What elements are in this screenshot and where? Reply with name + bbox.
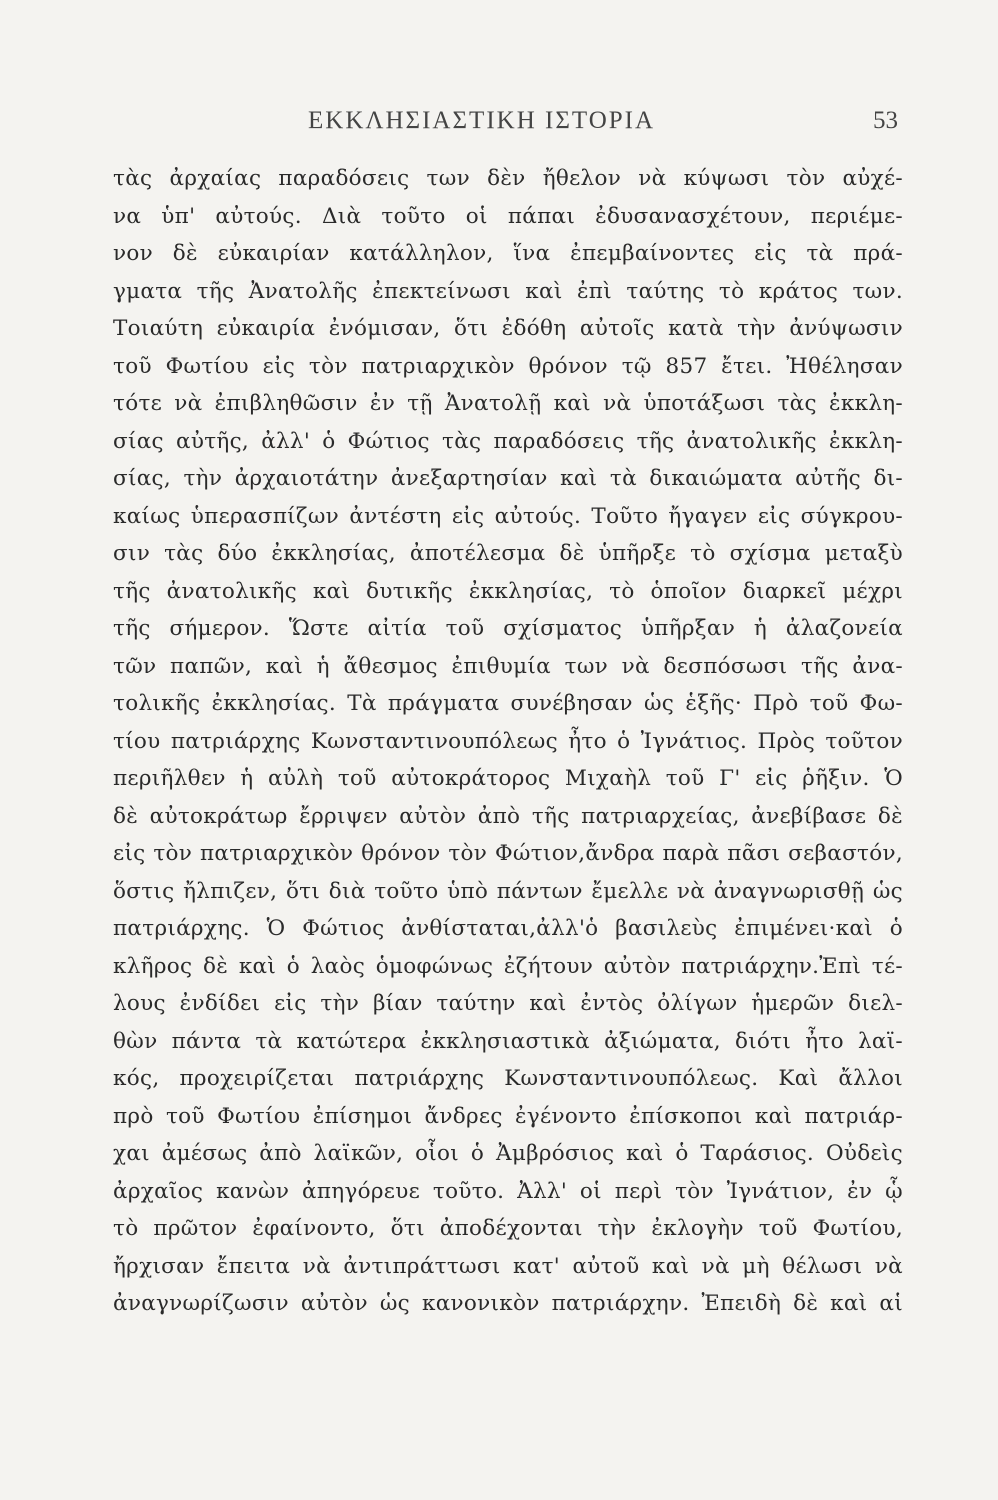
text-line: λους ἐνδίδει εἰς τὴν βίαν ταύτην καὶ ἐντὸς ὀλίγων ἡμερῶν διελ-	[113, 991, 903, 1016]
text-line: πατριάρχης. Ὁ Φώτιος ἀνθίσταται,ἀλλ'ὁ βασιλεὺς ἐπιμένει·καὶ ὁ	[113, 916, 903, 941]
text-line: δὲ αὐτοκράτωρ ἔρριψεν αὐτὸν ἀπὸ τῆς πατριαρχείας, ἀνεβίβασε δὲ	[113, 803, 903, 829]
text-line: τὰς ἀρχαίας παραδόσεις των δὲν ἤθελον νὰ κύψωσι τὸν αὐχέ-	[113, 166, 903, 191]
text-line: να ὑπ' αὐτούς. Διὰ τοῦτο οἱ πάπαι ἐδυσανασχέτουν, περιέμε-	[113, 203, 903, 229]
text-line: γματα τῆς Ἀνατολῆς ἐπεκτείνωσι καὶ ἐπὶ ταύτης τὸ κράτος των.	[113, 278, 903, 304]
text-line: τοῦ Φωτίου εἰς τὸν πατριαρχικὸν θρόνον τῷ 857 ἔτει. Ἠθέλησαν	[113, 353, 903, 379]
text-line: περιῆλθεν ἡ αὐλὴ τοῦ αὐτοκράτορος Μιχαὴλ τοῦ Γ' εἰς ῥῆξιν. Ὁ	[113, 766, 903, 791]
text-line: σίας, τὴν ἀρχαιοτάτην ἀνεξαρτησίαν καὶ τὰ δικαιώματα αὐτῆς δι-	[113, 466, 903, 491]
page-number: 53	[873, 107, 898, 134]
text-line: χαι ἀμέσως ἀπὸ λαϊκῶν, οἷοι ὁ Ἀμβρόσιος καὶ ὁ Ταράσιος. Οὐδεὶς	[113, 1141, 903, 1166]
text-line: τῆς σήμερον. Ὥστε αἰτία τοῦ σχίσματος ὑπῆρξαν ἡ ἀλαζονεία	[113, 616, 903, 641]
text-line: σίας αὐτῆς, ἀλλ' ὁ Φώτιος τὰς παραδόσεις τῆς ἀνατολικῆς ἐκκλη-	[113, 428, 903, 454]
text-line: τῶν παπῶν, καὶ ἡ ἄθεσμος ἐπιθυμία των νὰ δεσπόσωσι τῆς ἀνα-	[113, 653, 903, 679]
text-line: ἤρχισαν ἔπειτα νὰ ἀντιπράττωσι κατ' αὐτοῦ καὶ νὰ μὴ θέλωσι νὰ	[113, 1253, 903, 1279]
body-text	[113, 160, 903, 1323]
running-title: ΕΚΚΛΗΣΙΑΣΤΙΚΗ ΙΣΤΟΡΙΑ	[308, 107, 656, 134]
text-line: τὸ πρῶτον ἐφαίνοντο, ὅτι ἀποδέχονται τὴν ἐκλογὴν τοῦ Φωτίου,	[113, 1216, 903, 1241]
text-line: τίου πατριάρχης Κωνσταντινουπόλεως ἦτο ὁ Ἰγνάτιος. Πρὸς τοῦτον	[113, 728, 903, 754]
text-line: τῆς ἀνατολικῆς καὶ δυτικῆς ἐκκλησίας, τὸ ὁποῖον διαρκεῖ μέχρι	[113, 578, 903, 604]
text-line: πρὸ τοῦ Φωτίου ἐπίσημοι ἄνδρες ἐγένοντο ἐπίσκοποι καὶ πατριάρ-	[113, 1103, 903, 1129]
text-line: σιν τὰς δύο ἐκκλησίας, ἀποτέλεσμα δὲ ὑπῆρξε τὸ σχίσμα μεταξὺ	[113, 541, 903, 566]
text-line: θὼν πάντα τὰ κατώτερα ἐκκλησιαστικὰ ἀξιώματα, διότι ἦτο λαϊ-	[113, 1028, 903, 1054]
text-line: ὅστις ἤλπιζεν, ὅτι διὰ τοῦτο ὑπὸ πάντων ἔμελλε νὰ ἀναγνωρισθῇ ὡς	[113, 878, 903, 904]
text-line: τότε νὰ ἐπιβληθῶσιν ἐν τῇ Ἀνατολῇ καὶ νὰ ὑποτάξωσι τὰς ἐκκλη-	[113, 391, 903, 416]
text-line: ἀρχαῖος κανὼν ἀπηγόρευε τοῦτο. Ἀλλ' οἱ περὶ τὸν Ἰγνάτιον, ἐν ᾧ	[113, 1178, 903, 1204]
text-line: Τοιαύτη εὐκαιρία ἐνόμισαν, ὅτι ἐδόθη αὐτοῖς κατὰ τὴν ἀνύψωσιν	[113, 316, 903, 341]
text-line: κός, προχειρίζεται πατριάρχης Κωνσταντινουπόλεως. Καὶ ἄλλοι	[113, 1066, 903, 1091]
text-line: ἀναγνωρίζωσιν αὐτὸν ὡς κανονικὸν πατριάρχην. Ἐπειδὴ δὲ καὶ αἱ	[113, 1291, 903, 1316]
text-line: εἰς τὸν πατριαρχικὸν θρόνον τὸν Φώτιον,ἄνδρα παρὰ πᾶσι σεβαστόν,	[113, 841, 903, 866]
text-line: κλῆρος δὲ καὶ ὁ λαὸς ὁμοφώνως ἐζήτουν αὐτὸν πατριάρχην.Ἐπὶ τέ-	[113, 953, 903, 979]
text-line: νον δὲ εὐκαιρίαν κατάλληλον, ἵνα ἐπεμβαίνοντες εἰς τὰ πρά-	[113, 241, 903, 266]
text-line: καίως ὑπερασπίζων ἀντέστη εἰς αὐτούς. Τοῦτο ἤγαγεν εἰς σύγκρου-	[113, 503, 903, 529]
text-line: τολικῆς ἐκκλησίας. Τὰ πράγματα συνέβησαν ὡς ἑξῆς· Πρὸ τοῦ Φω-	[113, 691, 903, 716]
